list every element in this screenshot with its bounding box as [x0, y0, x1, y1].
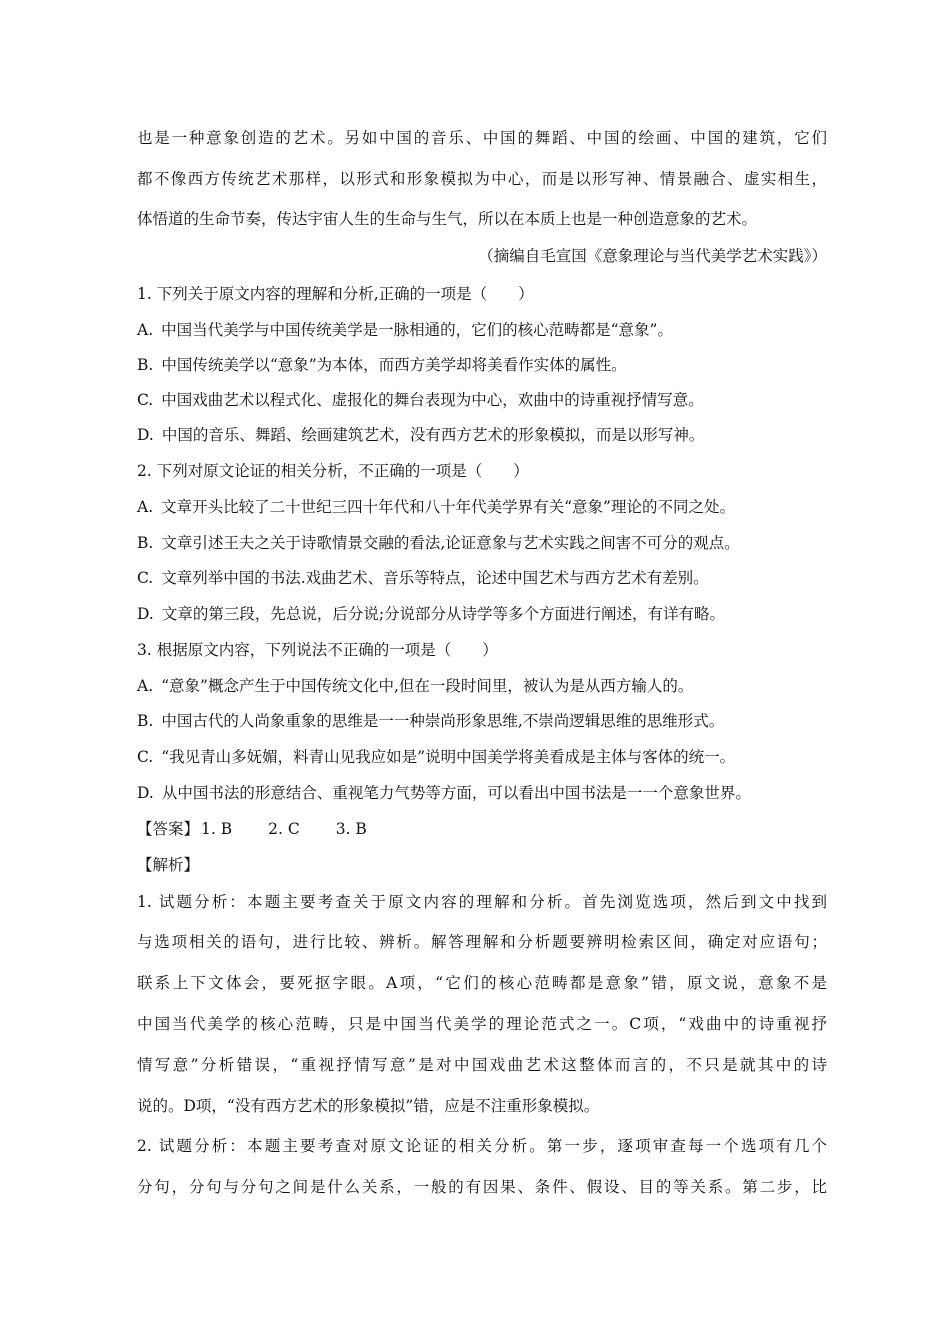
answer-heading: 【答案】	[137, 820, 200, 838]
option-label: C.	[137, 569, 154, 587]
option-label: A.	[137, 677, 154, 695]
analysis-line: 联系上下文体会，要死抠字眼。A项，“它们的核心范畴都是意象”错，原文说，意象不是	[137, 974, 827, 992]
option-line	[137, 747, 827, 767]
option-line	[137, 604, 827, 624]
analysis-line: 情写意”分析错误，“重视抒情写意”是对中国戏曲艺术这整体而言的，不只是就其中的诗	[137, 1056, 827, 1074]
analysis-line: 2. 试题分析：本题主要考查对原文论证的相关分析。第一步，逐项审查每一个选项有几个	[137, 1137, 827, 1155]
answer-item: 3. B	[335, 820, 367, 838]
option-text: 文章开头比较了二十世纪三四十年代和八十年代美学界有关“意象”理论的不同之处。	[161, 498, 735, 516]
passage-line: 体悟道的生命节奏，传达宇宙人生的生命与生气，所以在本质上也是一种创造意象的艺术。	[137, 210, 758, 228]
option-line	[137, 783, 827, 803]
option-label: C.	[137, 391, 154, 409]
option-label: B.	[137, 356, 154, 374]
option-label: A.	[137, 498, 154, 516]
answer-item: 2. C	[268, 820, 300, 838]
option-text: 中国的音乐、舞蹈、绘画建筑艺术，没有西方艺术的形象模拟，而是以形写神。	[161, 426, 705, 444]
option-text: 文章列举中国的书法.戏曲艺术、音乐等特点，论述中国艺术与西方艺术有差别。	[161, 569, 709, 587]
option-text: “我见青山多妩媚，料青山见我应如是”说明中国美学将美看成是主体与客体的统一。	[161, 748, 736, 766]
option-label: D.	[137, 426, 154, 444]
answer-item: 1. B	[201, 820, 233, 838]
option-text: 文章引述王夫之关于诗歌情景交融的看法,论证意象与艺术实践之间害不可分的观点。	[161, 534, 740, 552]
analysis-line: 与选项相关的语句，进行比较、辨析。解答理解和分析题要辨明检索区间，确定对应语句；	[137, 933, 827, 951]
option-line	[137, 711, 827, 731]
option-text: 中国当代美学与中国传统美学是一脉相通的，它们的核心范畴都是“意象”。	[161, 321, 673, 339]
option-text: 中国古代的人尚象重象的思维是一一种崇尚形象思维,不崇尚逻辑思维的思维形式。	[161, 712, 725, 730]
option-text: 中国戏曲艺术以程式化、虚报化的舞台表现为中心，欢曲中的诗重视抒情写意。	[161, 391, 704, 409]
option-label: A.	[137, 321, 154, 339]
answer-line	[137, 819, 827, 839]
option-line	[137, 568, 827, 588]
question-stem: 2. 下列对原文论证的相关分析，不正确的一项是（ ）	[137, 462, 529, 480]
option-line	[137, 497, 827, 517]
option-label: D.	[137, 784, 154, 802]
option-label: B.	[137, 534, 154, 552]
analysis-line: 1. 试题分析：本题主要考查关于原文内容的理解和分析。首先浏览选项，然后到文中找到	[137, 893, 827, 911]
option-line	[137, 320, 827, 340]
passage-line: 也是一种意象创造的艺术。另如中国的音乐、中国的舞蹈、中国的绘画、中国的建筑，它们	[137, 129, 827, 147]
analysis-line: 说的。D项，“没有西方艺术的形象模拟”错，应是不注重形象模拟。	[137, 1097, 600, 1115]
option-text: 文章的第三段，先总说，后分说;分说部分从诗学等多个方面进行阐述，有详有略。	[161, 605, 726, 623]
analysis-heading: 【解析】	[137, 856, 200, 874]
option-text: 从中国书法的形意结合、重视笔力气势等方面，可以看出中国书法是一一个意象世界。	[161, 784, 751, 802]
analysis-line: 中国当代美学的核心范畴，只是中国当代美学的理论范式之一。C项，“戏曲中的诗重视抒	[137, 1015, 827, 1033]
option-line	[137, 425, 827, 445]
option-line	[137, 533, 827, 553]
option-text: “意象”概念产生于中国传统文化中,但在一段时间里，被认为是从西方输人的。	[161, 677, 694, 695]
option-line	[137, 355, 827, 375]
analysis-line: 分句，分句与分句之间是什么关系，一般的有因果、条件、假设、目的等关系。第二步，比	[137, 1178, 827, 1196]
option-text: 中国传统美学以“意象”为本体，而西方美学却将美看作实体的属性。	[161, 356, 627, 374]
question-stem: 3. 根据原文内容，下列说法不正确的一项是（ ）	[137, 641, 498, 659]
option-line	[137, 676, 827, 696]
passage-line: 都不像西方传统艺术那样，以形式和形象模拟为中心，而是以形写神、情景融合、虚实相生，	[137, 170, 827, 188]
source-note: （摘编自毛宣国《意象理论与当代美学艺术实践》）	[478, 247, 827, 265]
option-label: B.	[137, 712, 154, 730]
option-label: D.	[137, 605, 154, 623]
option-label: C.	[137, 748, 154, 766]
question-stem: 1. 下列关于原文内容的理解和分析,正确的一项是（ ）	[137, 285, 534, 303]
option-line	[137, 390, 827, 410]
